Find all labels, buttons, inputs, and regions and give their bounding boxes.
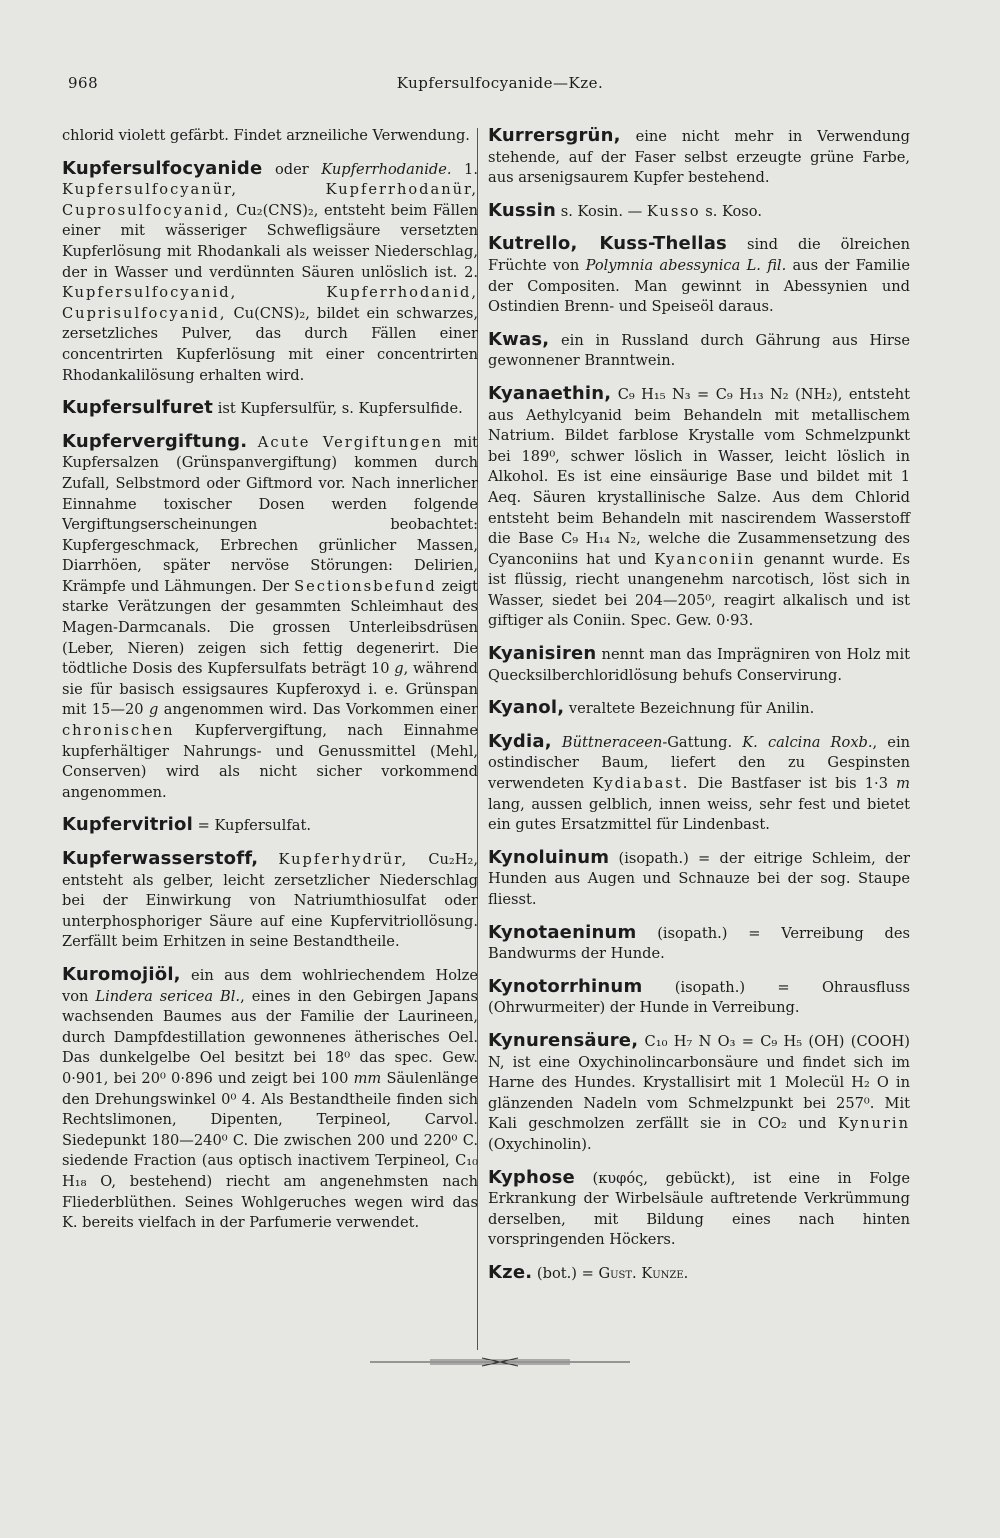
entry-text-spaced: Kupfersulfocyanid, Kupferrhodanid, Cuprisulfocyanid, xyxy=(62,284,478,322)
entry-text: veraltete Bezeichnung für Anilin. xyxy=(564,700,815,718)
entry-kyphose xyxy=(488,1168,910,1251)
entry-kyanisiren xyxy=(488,644,910,686)
entry-headword: Kynurensäure, xyxy=(488,1029,639,1051)
running-title: Kupfersulfocyanide—Kze. xyxy=(396,74,604,92)
entry-text: (isopath.) = der eitrige Schleim, der Hunden aus Augen und Schnauze bei der sog. Staupe fliesst. xyxy=(488,849,910,908)
entry-headword: Kydia, xyxy=(488,730,552,752)
entry-text-spaced: Kynurin xyxy=(837,1115,910,1133)
entry-text: (Oxychinolin). xyxy=(488,1135,592,1153)
entry-text-spaced: Kupfersulfocyanür, Kupferrhodanür, Cuprosulfocyanid, xyxy=(62,181,478,219)
entry-text: C₁₀ H₇ N O₃ = C₉ H₅ (OH) (COOH) N, ist eine Oxychinolincarbonsäure und findet sich im Harne des Hundes. Krystallisirt mit 1 Molecül H₂ O in glänzenden Nadeln vom Schmelzpunkt bei 257⁰. Mit Kali geschmolzen zerfällt sie in CO₂ und xyxy=(488,1032,910,1133)
entry-kynotaeninum xyxy=(488,923,910,965)
entry-kussin xyxy=(488,201,910,223)
entry-text: nennt man das Imprägniren von Holz mit Quecksilberchloridlösung behufs Conservirung. xyxy=(488,646,910,684)
entry-text: , während sie für basisch essigsaures Kupferoxyd i. e. Grünspan mit 15—20 xyxy=(62,660,478,719)
page-number: 968 xyxy=(68,74,99,92)
entry-text-italic: Polymnia abessynica L. fil. xyxy=(585,256,787,274)
entry-text: (isopath.) = Verreibung des Bandwurms der Hunde. xyxy=(488,924,910,963)
entry-text-spaced: Kupferhydrür, xyxy=(278,851,409,868)
entry-headword: Kyanol, xyxy=(488,697,565,719)
entry-text-italic: g xyxy=(394,660,404,678)
entry-text: Cu₂H₂, entsteht als gelber, leicht zersetzlicher Niederschlag bei der Einwirkung von Natriumthiosulfat oder unterphosphoriger Säure auf eine Kupfervitriollösung. Zerfällt beim Erhitzen in seine Bestandtheile. xyxy=(62,851,478,951)
entry-text-spaced: Kydiabast. xyxy=(592,775,690,793)
entry-text: Die Bastfaser ist bis 1·3 xyxy=(689,775,897,793)
entry-kupfersulfuret xyxy=(62,398,478,420)
entry-kwas xyxy=(488,330,910,372)
entry-text-italic: Büttneraceen xyxy=(561,733,663,751)
entry-headword: Kze. xyxy=(488,1261,533,1283)
entry-text: Säulenlänge den Drehungswinkel 0⁰ 4. Als Bestandtheile finden sich Rechtslimonen, Dipenten, Terpineol, Carvol. Siedepunkt 180—240⁰ C. Die zwischen 200 und 220⁰ C. siedende Fraction (aus optisch inactivem Terpineol, C₁₀ H₁₈ O, bestehend) riecht am angenehmsten nach Fliederblüthen. Seines Wohlgeruches wegen wird das K. bereits vielfach in der Parfumerie verwendet. xyxy=(62,1069,478,1232)
entry-text-italic: Lindera sericea Bl. xyxy=(95,987,241,1005)
entry-text-italic: Kupferrhodanide. xyxy=(321,160,452,178)
entry-kze xyxy=(488,1263,910,1285)
entry-text: oder xyxy=(262,160,322,178)
entry-kutrello xyxy=(488,234,910,317)
entry-text: Cu₂(CNS)₂, entsteht beim Fällen einer mit wässeriger Schwefligsäure versetzten Kupferlösung mit Rhodankali als weisser Niederschlag, der in Wasser und verdünnten Säuren unlöslich ist. 2. xyxy=(62,201,478,281)
entry-headword: Kyphose xyxy=(488,1166,575,1188)
page-header xyxy=(60,74,940,104)
entry-text-spaced: Sectionsbefund xyxy=(294,577,437,595)
entry-headword: Kyanaethin, xyxy=(488,382,612,404)
entry-headword: Kussin xyxy=(488,199,557,221)
entry-text: ein in Russland durch Gährung aus Hirse gewonnener Branntwein. xyxy=(488,331,910,370)
entry-kyanol xyxy=(488,698,910,720)
entry-headword: Kuromojiöl, xyxy=(62,963,181,985)
entry-text: Cu(CNS)₂, bildet ein schwarzes, zersetzliches Pulver, das durch Fällen einer concentrirten Kupferlösung mit einer concentrirten Rhodankalilösung erhalten wird. xyxy=(62,304,478,384)
entry-text: zeigt starke Verätzungen der gesammten Schleimhaut des Magen-Darmcanals. Die grossen Unterleibsdrüsen (Leber, Nieren) zeigen sich fettig degenerirt. Die tödtliche Dosis des Kupfersulfats beträgt 10 xyxy=(62,577,478,678)
entry-headword: Kupferwasserstoff, xyxy=(62,848,259,869)
entry-text-italic: K. calcina Roxb. xyxy=(742,733,873,751)
entry-headword: Kynotaeninum xyxy=(488,921,637,943)
entry-text: ist Kupfersulfür, s. Kupfersulfide. xyxy=(213,400,463,418)
entry-text: angenommen wird. Das Vorkommen einer xyxy=(158,701,478,719)
entry-text: s. Kosin. — xyxy=(556,202,647,220)
entry-text: = Kupfersulfat. xyxy=(192,817,311,835)
entry-kuromojioel xyxy=(62,965,478,1234)
entry-headword: Kupfersulfuret xyxy=(62,397,214,419)
entry-headword: Kyanisiren xyxy=(488,643,597,665)
right-column xyxy=(488,126,910,1297)
entry-text: mit Kupfersalzen (Grünspanvergiftung) kommen durch Zufall, Selbstmord oder Giftmord vor. Nach innerlicher Einnahme toxischer Dosen werden folgende Vergiftungserscheinungen beobachtet: Kupfergeschmack, Erbrechen grünlicher Massen, Diarrhöen, später nervöse Störungen: Delirien, Krämpfe und Lähmungen. Der xyxy=(62,433,479,595)
entry-headword: Kupfersulfocyanide xyxy=(62,157,263,179)
entry-text: (isopath.) = Ohrausfluss (Ohrwurmeiter) der Hunde in Verreibung. xyxy=(488,978,910,1017)
entry-text: ein aus dem wohlriechendem Holze von xyxy=(62,966,478,1005)
entry-headword: Kutrello, Kuss-Thellas xyxy=(488,233,727,255)
entry-continuation xyxy=(62,126,478,147)
entry-headword: Kupfervergiftung. xyxy=(62,430,248,452)
entry-kurrersgruen xyxy=(488,126,910,189)
entry-text: eine nicht mehr in Verwendung stehende, auf der Faser selbst erzeugte grüne Farbe, aus arsenigsaurem Kupfer bestehend. xyxy=(488,128,910,187)
entry-text: -Gattung. xyxy=(662,733,743,751)
entry-text: chlorid violett gefärbt. Findet arzneiliche Verwendung. xyxy=(62,127,470,144)
entry-text: genannt wurde. Es ist flüssig, riecht unangenehm narcotisch, löst sich in Wasser, siedet bei 204—205⁰, reagirt alkalisch und ist giftiger als Coniin. Spec. Gew. 0·93. xyxy=(488,550,910,630)
left-column xyxy=(62,126,478,1246)
entry-text: , ein ostindischer Baum, liefert den zu Gespinsten verwendeten xyxy=(488,733,911,793)
entry-text: 1. xyxy=(451,160,478,178)
entry-text-smallcaps: Gust. Kunze. xyxy=(598,1264,689,1282)
entry-kynurensaeure xyxy=(488,1031,910,1156)
entry-headword: Kwas, xyxy=(488,328,550,350)
entry-text-spaced: chronischen xyxy=(62,722,175,740)
entry-text: (bot.) = xyxy=(532,1264,599,1282)
entry-kynotorrhinum xyxy=(488,977,910,1019)
entry-headword: Kynoluinum xyxy=(488,846,610,868)
entry-kupfervitriol xyxy=(62,815,478,837)
entry-text-spaced: Acute Vergiftungen xyxy=(257,433,444,451)
entry-text: lang, aussen gelblich, innen weiss, sehr fest und bietet ein gutes Ersatzmittel für Lindenbast. xyxy=(488,795,910,834)
entry-kyanaethin xyxy=(488,384,910,632)
entry-text-spaced: Kusso xyxy=(646,202,701,220)
entry-text-italic: m xyxy=(896,775,910,793)
entry-text xyxy=(258,851,278,868)
entry-text: , eines in den Gebirgen Japans wachsenden Baumes aus der Familie der Laurineen, durch Dampfdestillation gewonnenes ätherisches Oel. Das dunkelgelbe Oel besitzt bei 18⁰ das spec. Gew. 0·901, bei 20⁰ 0·896 und zeigt bei 100 xyxy=(62,987,478,1087)
entry-kupfersulfocyanide xyxy=(62,159,478,387)
entry-headword: Kupfervitriol xyxy=(62,814,193,836)
entry-headword: Kurrersgrün, xyxy=(488,125,621,146)
entry-kupfervergiftung xyxy=(62,432,478,804)
entry-text-spaced: Kyanconiin xyxy=(654,550,756,568)
entry-text: sind die ölreichen Früchte von xyxy=(488,236,911,274)
entry-text: C₉ H₁₅ N₃ = C₉ H₁₃ N₂ (NH₂), entsteht aus Aethylcyanid beim Behandeln mit metallischem Natrium. Bildet farblose Krystalle vom Schmelzpunkt bei 189⁰, schwer löslich in Wasser, leicht löslich in Alkohol. Es ist eine einsäurige Base und bildet mit 1 Aeq. Säuren krystallinische Salze. Aus dem Chlorid entsteht beim Behandeln mit nascirendem Wasserstoff die Base C₉ H₁₄ N₂, welche die Zusammensetzung des Cyanconiins hat und xyxy=(488,385,910,568)
entry-text xyxy=(552,734,562,751)
entry-text: (κυφός, gebückt), ist eine in Folge Erkrankung der Wirbelsäule auftretende Verkrümmung derselben, mit Bildung eines nach hinten vorspringenden Höckers. xyxy=(488,1169,910,1249)
entry-headword: Kynotorrhinum xyxy=(488,975,643,997)
end-ornament xyxy=(370,1356,630,1368)
entry-text: aus der Familie der Compositen. Man gewinnt in Abessynien und Ostindien Brenn- und Speiseöl daraus. xyxy=(488,256,910,316)
entry-text: s. Koso. xyxy=(700,202,762,220)
entry-text xyxy=(247,434,257,451)
entry-text-italic: mm xyxy=(353,1069,382,1087)
entry-kupferwasserstoff xyxy=(62,849,478,953)
entry-text-italic: g xyxy=(148,701,159,719)
entry-kynoluinum xyxy=(488,848,910,911)
entry-text: Kupfervergiftung, nach Einnahme kupferhältiger Nahrungs- und Genussmittel (Mehl, Conserven) wird als nicht sicher vorkommend angenommen. xyxy=(62,722,478,801)
entry-kydia xyxy=(488,732,910,836)
